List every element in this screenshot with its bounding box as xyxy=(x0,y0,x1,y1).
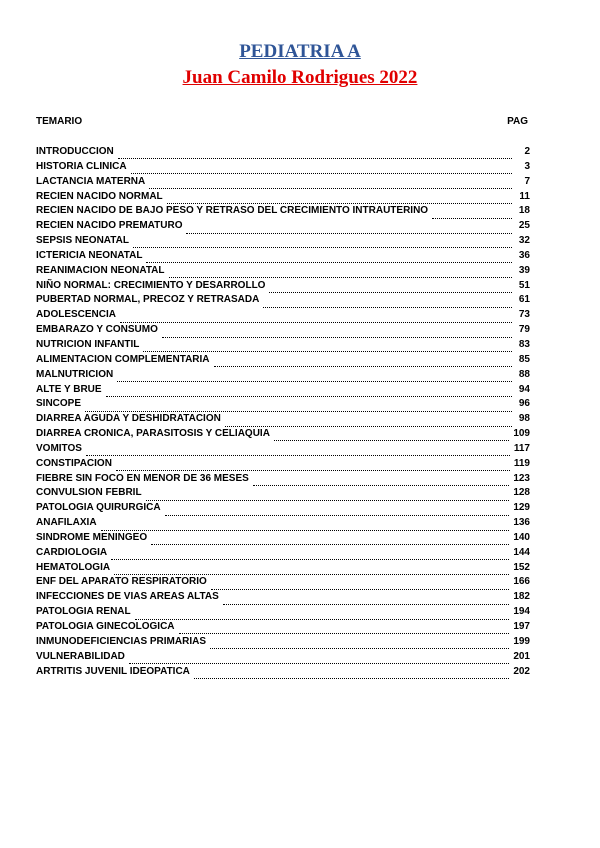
toc-entry-label: PUBERTAD NORMAL, PRECOZ Y RETRASADA xyxy=(36,294,260,306)
toc-entry-page: 51 xyxy=(518,279,530,291)
toc-entry xyxy=(36,280,530,295)
toc-entry-label: ANAFILAXIA xyxy=(36,517,97,529)
toc-entry-page: 3 xyxy=(524,160,530,172)
toc-dot-leader xyxy=(120,313,512,323)
toc-entry-page: 152 xyxy=(513,561,530,573)
toc-entry-page: 11 xyxy=(519,190,530,202)
toc-entry xyxy=(36,651,530,666)
toc-entry-page: 128 xyxy=(513,487,530,499)
toc-entry-label: INFECCIONES DE VIAS AREAS ALTAS xyxy=(36,591,219,603)
toc-entry-page: 166 xyxy=(513,576,530,588)
toc-entry-label: RECIEN NACIDO PREMATURO xyxy=(36,220,183,232)
toc-entry xyxy=(36,250,530,265)
toc-entry-page: 136 xyxy=(513,517,530,529)
toc-entry-label: MALNUTRICION xyxy=(36,368,114,380)
toc-entry-label: ADOLESCENCIA xyxy=(36,309,117,321)
table-of-contents xyxy=(36,146,530,680)
toc-entry-label: NIÑO NORMAL: CRECIMIENTO Y DESARROLLO xyxy=(36,279,266,291)
toc-entry-page: 140 xyxy=(513,531,530,543)
toc-dot-leader xyxy=(146,253,512,263)
toc-dot-leader xyxy=(135,610,510,620)
toc-dot-leader xyxy=(269,283,512,293)
toc-entry-page: 18 xyxy=(518,205,530,217)
toc-entry xyxy=(36,294,530,309)
toc-entry xyxy=(36,547,530,562)
toc-entry-page: 88 xyxy=(518,368,530,380)
toc-dot-leader xyxy=(111,550,509,560)
toc-dot-leader xyxy=(143,342,512,352)
toc-entry-label: LACTANCIA MATERNA xyxy=(36,175,146,187)
toc-entry-label: VULNERABILIDAD xyxy=(36,650,125,662)
toc-entry-label: RECIEN NACIDO NORMAL xyxy=(36,190,163,202)
toc-entry xyxy=(36,339,530,354)
toc-entry-label: CONVULSION FEBRIL xyxy=(36,487,142,499)
toc-entry xyxy=(36,473,530,488)
toc-entry-page: 144 xyxy=(513,546,530,558)
toc-dot-leader xyxy=(129,654,509,664)
toc-dot-leader xyxy=(169,268,512,278)
toc-entry-label: SEPSIS NEONATAL xyxy=(36,235,129,247)
toc-dot-leader xyxy=(253,476,510,486)
toc-heading-temario: TEMARIO xyxy=(36,116,83,127)
toc-dot-leader xyxy=(186,224,512,234)
toc-entry xyxy=(36,191,530,206)
toc-dot-leader xyxy=(179,624,510,634)
toc-entry-page: 119 xyxy=(513,457,530,469)
toc-entry-page: 73 xyxy=(518,309,530,321)
toc-dot-leader xyxy=(214,357,512,367)
toc-entry-label: HISTORIA CLINICA xyxy=(36,160,127,172)
toc-entry-page: 39 xyxy=(518,264,530,276)
toc-entry-label: CARDIOLOGIA xyxy=(36,546,108,558)
toc-entry xyxy=(36,265,530,280)
toc-dot-leader xyxy=(101,521,510,531)
toc-entry-label: HEMATOLOGIA xyxy=(36,561,111,573)
toc-entry xyxy=(36,606,530,621)
toc-entry xyxy=(36,235,530,250)
toc-entry-label: PATOLOGIA QUIRURGICA xyxy=(36,502,161,514)
toc-entry-label: FIEBRE SIN FOCO EN MENOR DE 36 MESES xyxy=(36,472,249,484)
toc-entry xyxy=(36,324,530,339)
toc-entry-page: 129 xyxy=(513,502,530,514)
toc-entry xyxy=(36,413,530,428)
toc-entry-label: NUTRICION INFANTIL xyxy=(36,338,140,350)
toc-dot-leader xyxy=(117,372,512,382)
toc-entry xyxy=(36,146,530,161)
toc-entry-page: 36 xyxy=(518,249,530,261)
toc-entry xyxy=(36,428,530,443)
toc-entry xyxy=(36,458,530,473)
toc-entry-page: 194 xyxy=(513,606,530,618)
toc-entry xyxy=(36,576,530,591)
toc-entry xyxy=(36,621,530,636)
toc-entry-label: ALIMENTACION COMPLEMENTARIA xyxy=(36,353,210,365)
toc-dot-leader xyxy=(225,417,512,427)
toc-entry xyxy=(36,369,530,384)
toc-entry-page: 202 xyxy=(513,665,530,677)
toc-entry-label: CONSTIPACION xyxy=(36,457,112,469)
toc-dot-leader xyxy=(210,639,509,649)
toc-entry xyxy=(36,443,530,458)
toc-entry-page: 98 xyxy=(518,413,530,425)
toc-entry-page: 61 xyxy=(518,294,530,306)
toc-entry xyxy=(36,532,530,547)
toc-dot-leader xyxy=(118,149,512,159)
toc-dot-leader xyxy=(85,402,512,412)
toc-entry-label: DIARREA CRONICA, PARASITOSIS Y CELIAQUIA xyxy=(36,428,270,440)
toc-entry-page: 2 xyxy=(524,146,530,157)
toc-entry-label: DIARREA AGUDA Y DESHIDRATACION xyxy=(36,413,221,425)
toc-dot-leader xyxy=(106,387,512,397)
toc-dot-leader xyxy=(274,431,509,441)
document-title: PEDIATRIA A xyxy=(239,41,361,62)
toc-entry xyxy=(36,205,530,220)
toc-entry xyxy=(36,161,530,176)
toc-entry-label: PATOLOGIA RENAL xyxy=(36,606,131,618)
toc-dot-leader xyxy=(114,565,509,575)
toc-entry-label: EMBARAZO Y CONSUMO xyxy=(36,324,158,336)
toc-entry-page: 182 xyxy=(513,591,530,603)
toc-entry-label: RECIEN NACIDO DE BAJO PESO Y RETRASO DEL CRECIMIENTO INTRAUTERINO xyxy=(36,205,429,217)
toc-entry-page: 94 xyxy=(518,383,530,395)
toc-entry-page: 83 xyxy=(518,338,530,350)
toc-dot-leader xyxy=(167,194,512,204)
toc-entry xyxy=(36,666,530,681)
toc-entry-page: 201 xyxy=(513,650,530,662)
toc-dot-leader xyxy=(211,580,510,590)
toc-entry-label: REANIMACION NEONATAL xyxy=(36,264,165,276)
toc-entry xyxy=(36,487,530,502)
toc-entry-label: ICTERICIA NEONATAL xyxy=(36,249,143,261)
toc-dot-leader xyxy=(263,298,512,308)
toc-entry-page: 25 xyxy=(518,220,530,232)
toc-entry-label: SINCOPE xyxy=(36,398,82,410)
toc-entry xyxy=(36,517,530,532)
toc-entry-page: 197 xyxy=(513,621,530,632)
toc-entry-page: 32 xyxy=(518,235,530,247)
toc-entry-label: SINDROME MENINGEO xyxy=(36,531,148,543)
toc-dot-leader xyxy=(86,446,510,456)
toc-entry xyxy=(36,220,530,235)
toc-entry xyxy=(36,354,530,369)
toc-entry xyxy=(36,591,530,606)
toc-entry xyxy=(36,398,530,413)
toc-entry-page: 96 xyxy=(518,398,530,410)
toc-entry xyxy=(36,562,530,577)
document-author: Juan Camilo Rodrigues 2022 xyxy=(182,67,418,88)
toc-entry xyxy=(36,502,530,517)
toc-entry xyxy=(36,309,530,324)
toc-dot-leader xyxy=(223,595,510,605)
toc-entry xyxy=(36,384,530,399)
toc-entry-page: 7 xyxy=(524,175,530,187)
toc-entry-page: 85 xyxy=(518,353,530,365)
toc-entry-page: 79 xyxy=(518,324,530,336)
toc-dot-leader xyxy=(151,535,509,545)
toc-dot-leader xyxy=(194,669,509,679)
toc-dot-leader xyxy=(162,328,512,338)
toc-dot-leader xyxy=(432,209,512,219)
toc-entry-page: 117 xyxy=(513,442,530,454)
toc-entry-label: ARTRITIS JUVENIL IDEOPATICA xyxy=(36,665,190,677)
toc-dot-leader xyxy=(146,491,510,501)
toc-entry-label: INTRODUCCION xyxy=(36,146,114,157)
toc-dot-leader xyxy=(165,506,510,516)
toc-entry-label: ALTE Y BRUE xyxy=(36,383,102,395)
toc-entry-label: ENF DEL APARATO RESPIRATORIO xyxy=(36,576,207,588)
toc-entry-page: 199 xyxy=(513,635,530,647)
toc-entry-label: PATOLOGIA GINECOLOGICA xyxy=(36,621,175,632)
toc-entry xyxy=(36,176,530,191)
toc-entry xyxy=(36,636,530,651)
toc-entry-page: 123 xyxy=(513,472,530,484)
toc-heading-pag: PAG xyxy=(507,116,528,127)
toc-dot-leader xyxy=(131,164,512,174)
toc-entry-label: INMUNODEFICIENCIAS PRIMARIAS xyxy=(36,635,207,647)
toc-dot-leader xyxy=(149,179,512,189)
toc-entry-page: 109 xyxy=(513,428,530,440)
toc-dot-leader xyxy=(133,238,512,248)
toc-entry-label: VOMITOS xyxy=(36,442,82,454)
toc-dot-leader xyxy=(116,461,510,471)
